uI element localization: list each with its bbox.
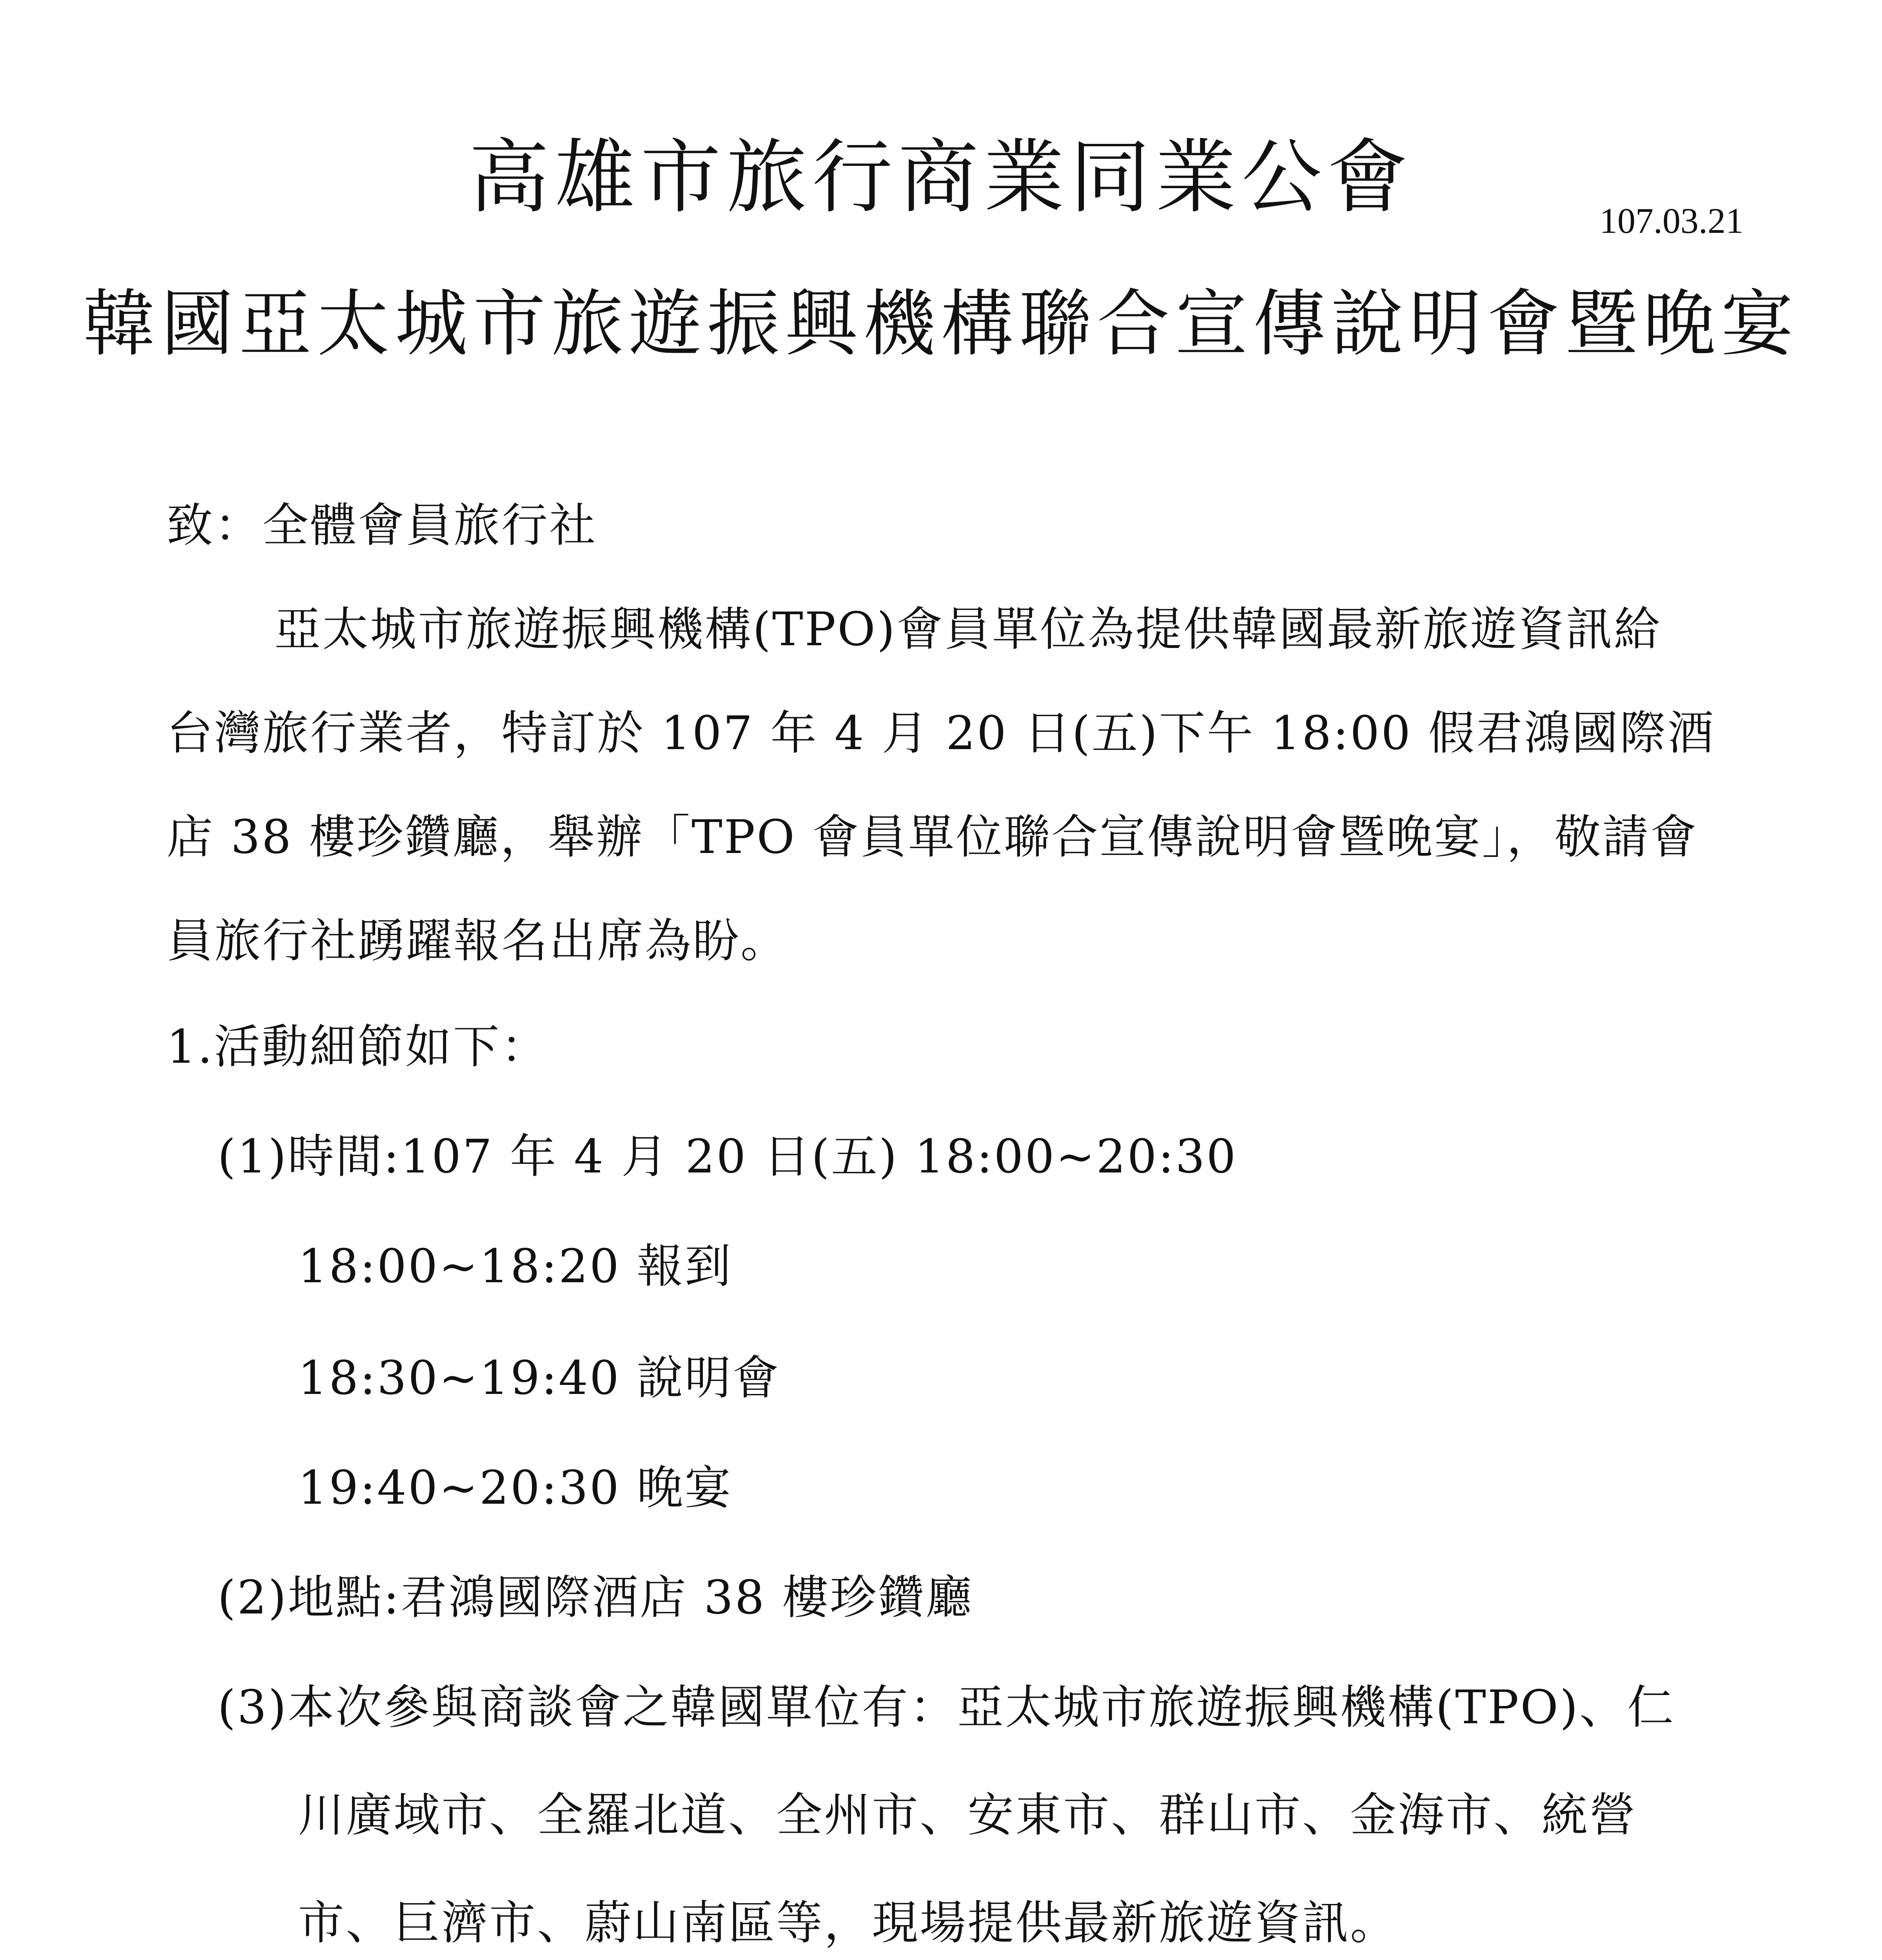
document-date: 107.03.21 [1599, 201, 1744, 241]
participants-line-3: 市、巨濟市、蔚山南區等，現場提供最新旅遊資訊。 [298, 1896, 1398, 1950]
document-subtitle: 韓國亞太城市旅遊振興機構聯合宣傳說明會暨晚宴 [83, 281, 1799, 366]
item1-heading: 1.活動細節如下： [167, 1020, 549, 1074]
location-line: (2)地點:君鴻國際酒店 38 樓珍鑽廳 [218, 1570, 974, 1624]
document-title: 高雄市旅行商業同業公會 [469, 131, 1413, 224]
schedule-item: 19:40~20:30 晚宴 [298, 1461, 733, 1515]
intro-line-1: 亞太城市旅遊振興機構(TPO)會員單位為提供韓國最新旅遊資訊給 [274, 602, 1662, 656]
participants-line-2: 川廣域市、全羅北道、全州市、安東市、群山市、金海市、統營 [298, 1788, 1637, 1842]
greeting: 致：全體會員旅行社 [167, 498, 597, 552]
intro-line-3: 店 38 樓珍鑽廳，舉辦「TPO 會員單位聯合宣傳說明會暨晚宴」，敬請會 [167, 810, 1698, 864]
schedule-item: 18:30~19:40 說明會 [298, 1351, 780, 1405]
time-line: (1)時間:107 年 4 月 20 日(五) 18:00~20:30 [218, 1129, 1238, 1183]
intro-line-2: 台灣旅行業者，特訂於 107 年 4 月 20 日(五)下午 18:00 假君鴻國際酒 [167, 706, 1715, 760]
intro-line-4: 員旅行社踴躍報名出席為盼。 [167, 914, 789, 968]
schedule-item: 18:00~18:20 報到 [298, 1239, 733, 1293]
participants-line-1: (3)本次參與商談會之韓國單位有：亞太城市旅遊振興機構(TPO)、仁 [218, 1680, 1675, 1734]
